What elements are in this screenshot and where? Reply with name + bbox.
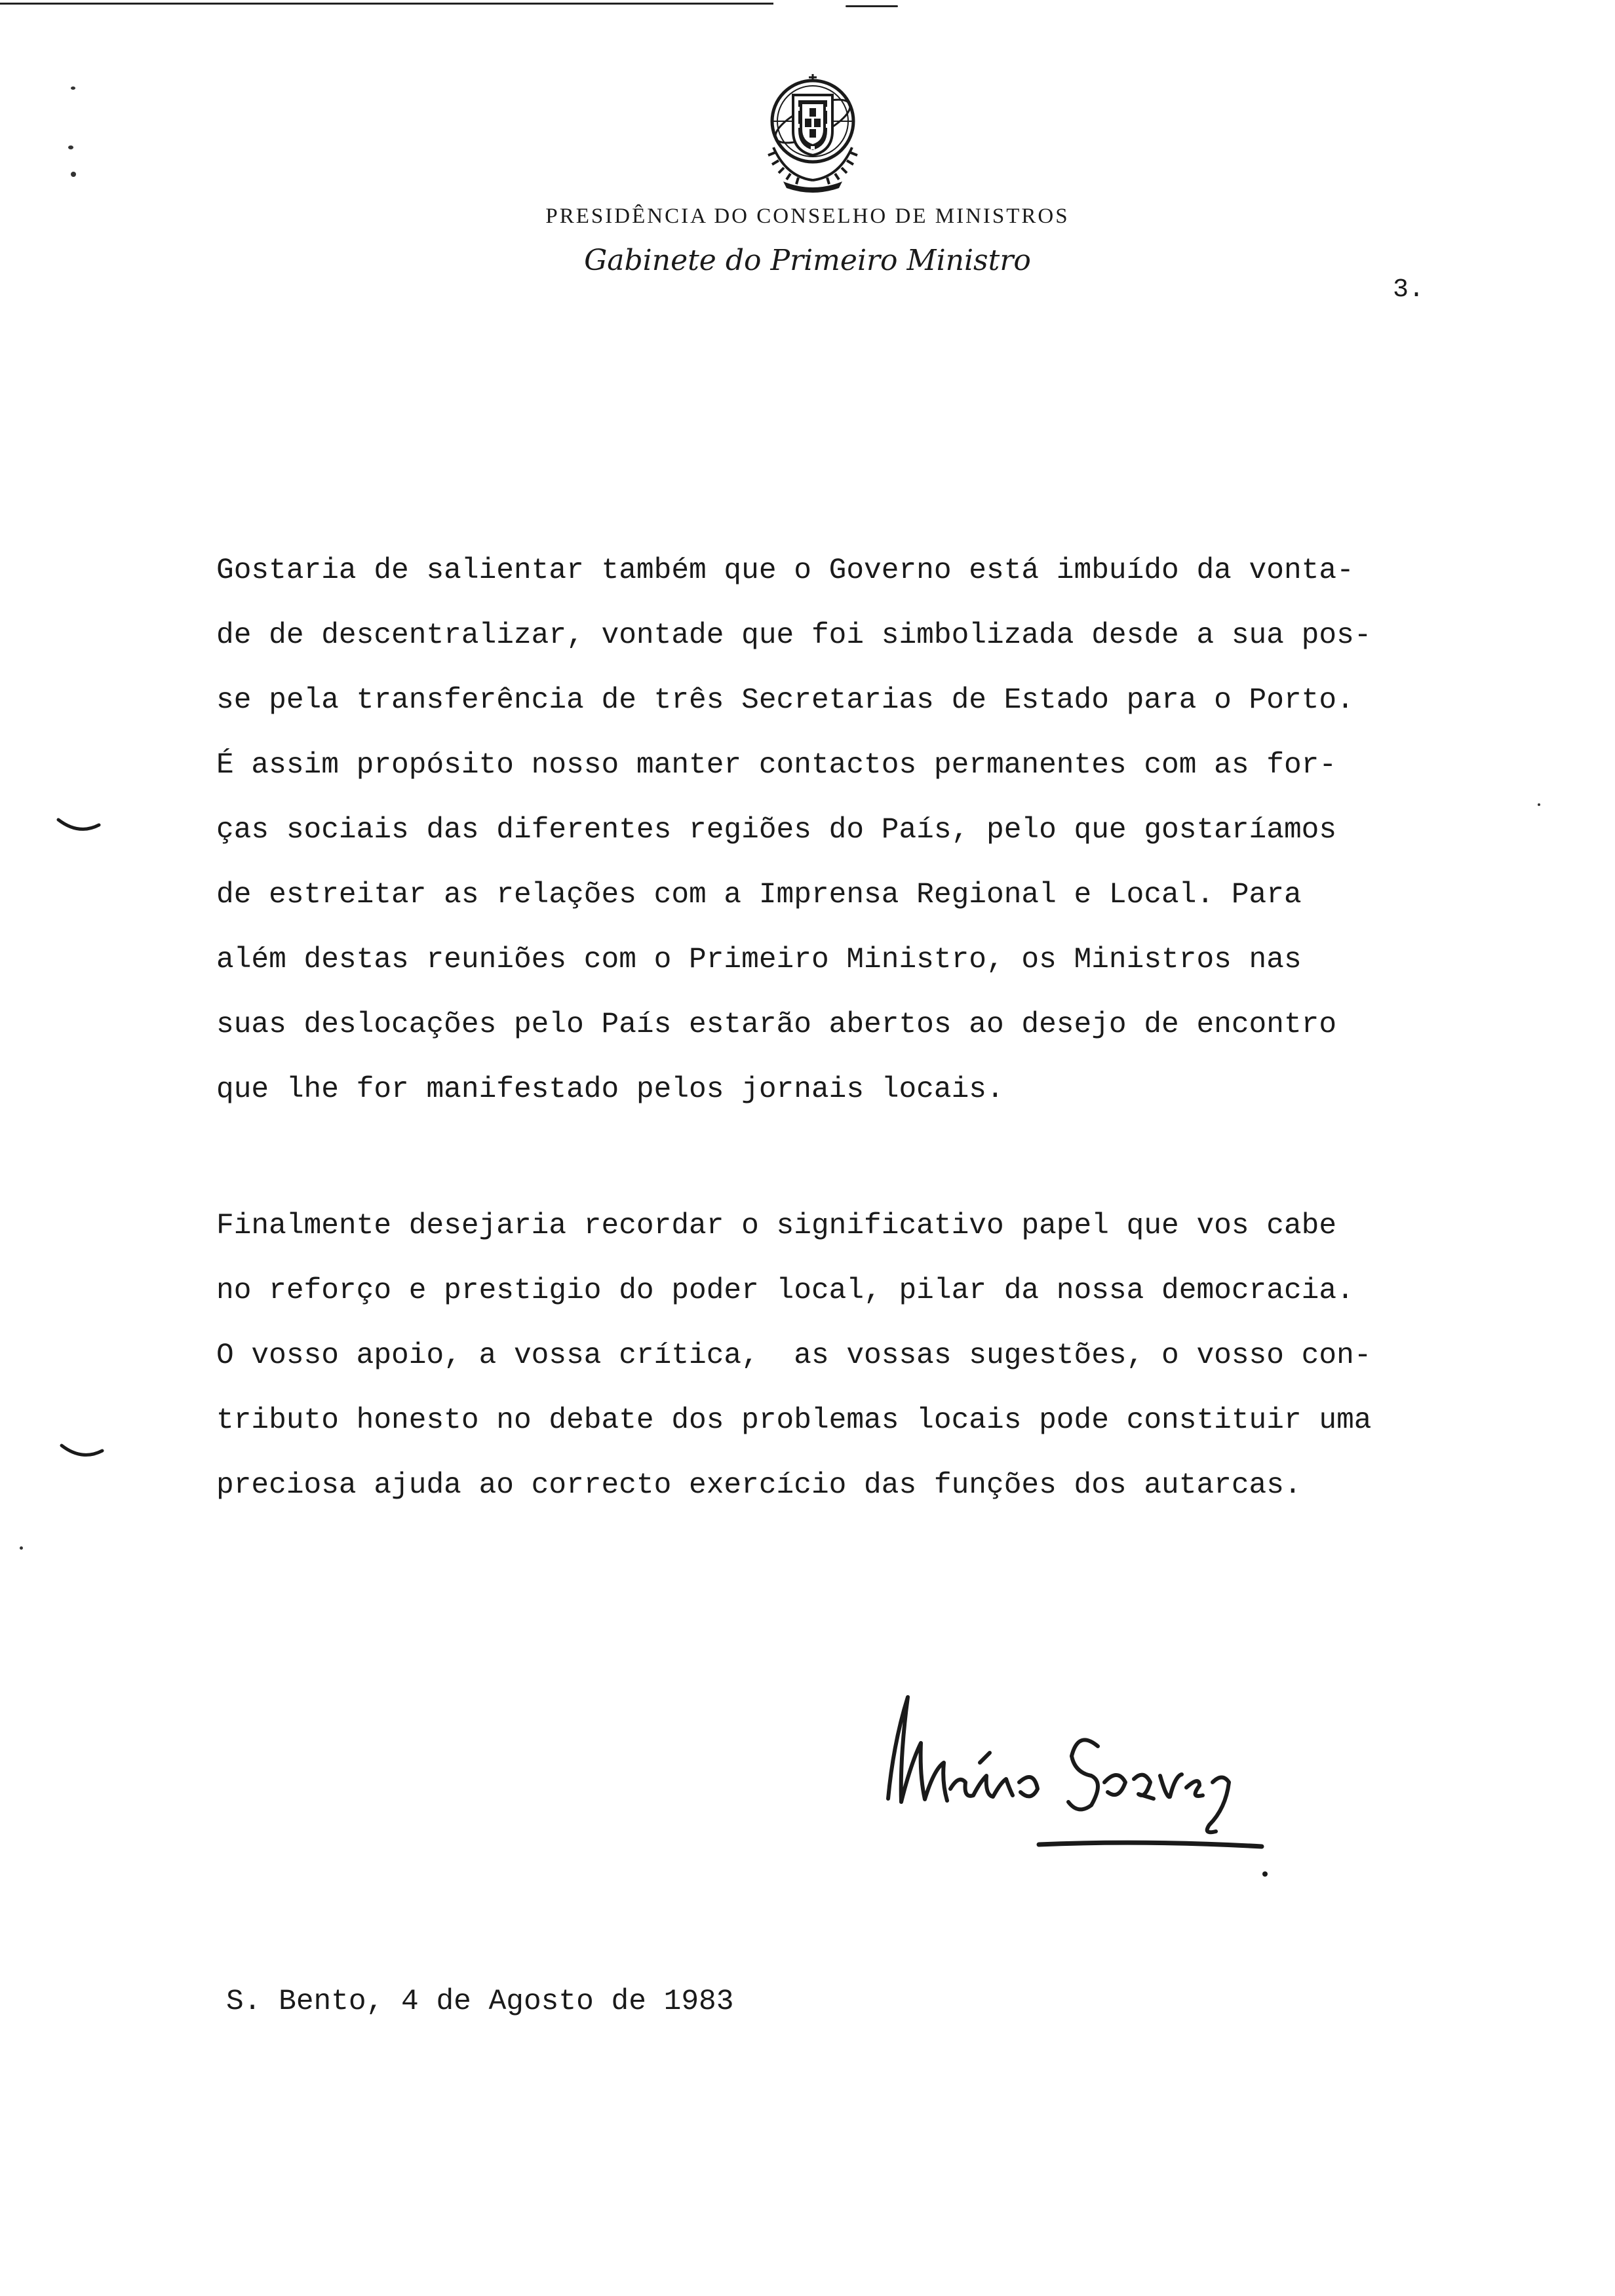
text-line: no reforço e prestigio do poder local, pilar da nossa democracia.	[216, 1274, 1354, 1307]
text-line: que lhe for manifestado pelos jornais locais.	[216, 1073, 1004, 1106]
place-and-date: S. Bento, 4 de Agosto de 1983	[226, 1985, 734, 2018]
scan-speck	[20, 1546, 23, 1550]
text-line: tributo honesto no debate dos problemas locais pode constituir uma	[216, 1404, 1372, 1437]
text-line: Gostaria de salientar também que o Governo está imbuído da vonta-	[216, 554, 1354, 587]
scan-edge-mark	[846, 5, 898, 7]
scan-speck	[71, 172, 76, 177]
scan-speck	[1538, 803, 1540, 806]
text-line: se pela transferência de três Secretarias de Estado para o Porto.	[216, 684, 1354, 717]
letterhead-office: Gabinete do Primeiro Ministro	[584, 244, 1031, 277]
text-line: Finalmente desejaria recordar o significativo papel que vos cabe	[216, 1210, 1337, 1242]
text-line: de de descentralizar, vontade que foi simbolizada desde a sua pos-	[216, 619, 1372, 652]
coat-of-arms-icon	[760, 69, 865, 193]
body-paragraph-2	[216, 1194, 1521, 1518]
text-line: O vosso apoio, a vossa crítica, as vossas sugestões, o vosso con-	[216, 1339, 1372, 1372]
scan-speck	[68, 145, 73, 149]
scan-speck	[71, 86, 75, 90]
text-line: além destas reuniões com o Primeiro Ministro, os Ministros nas	[216, 944, 1302, 976]
text-line: suas deslocações pelo País estarão abertos ao desejo de encontro	[216, 1008, 1337, 1041]
scan-edge-line	[0, 3, 773, 5]
letterhead-organization: PRESIDÊNCIA DO CONSELHO DE MINISTROS	[545, 204, 1070, 228]
page-number: 3.	[1393, 275, 1425, 305]
text-line: preciosa ajuda ao correcto exercício das funções dos autarcas.	[216, 1469, 1302, 1502]
signature	[882, 1684, 1288, 1881]
binder-mark	[56, 816, 102, 835]
text-line: É assim propósito nosso manter contactos permanentes com as for-	[216, 749, 1337, 782]
body-paragraph-1	[216, 539, 1521, 1122]
binder-mark	[59, 1442, 105, 1461]
text-line: ças sociais das diferentes regiões do País, pelo que gostaríamos	[216, 814, 1337, 847]
text-line: de estreitar as relações com a Imprensa Regional e Local. Para	[216, 879, 1302, 911]
